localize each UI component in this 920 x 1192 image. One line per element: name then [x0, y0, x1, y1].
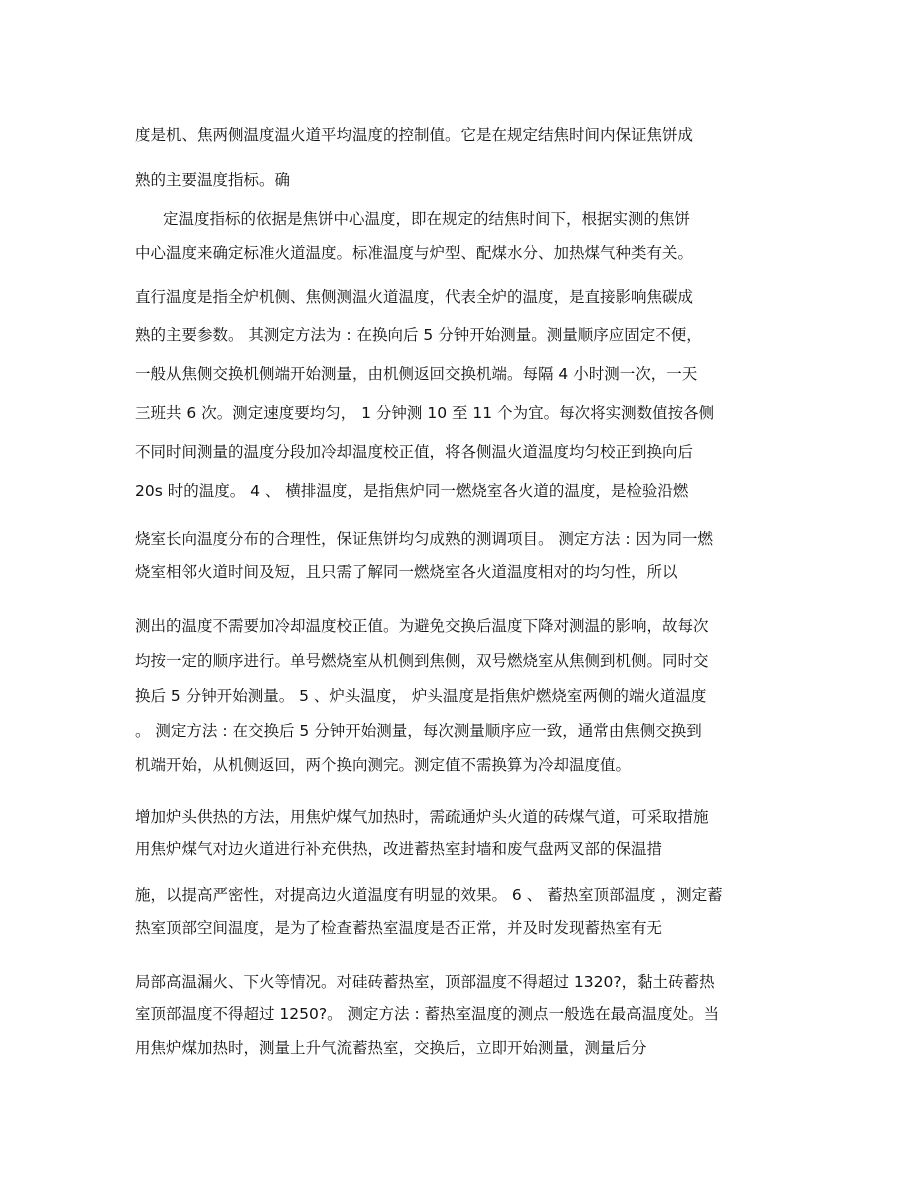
text-line: 烧室长向温度分布的合理性，保证焦饼均匀成熟的测调项目。 测定方法 : 因为同一燃 [135, 530, 714, 548]
text-line: 熟的主要温度指标。确 [135, 171, 291, 189]
text-line: 局部高温漏火、下火等情况。对硅砖蓄热室，顶部温度不得超过 1320?，黏土砖蓄热 [135, 973, 715, 991]
text-line: 用焦炉煤加热时，测量上升气流蓄热室，交换后，立即开始测量，测量后分 [135, 1039, 647, 1057]
text-line: 不同时间测量的温度分段加冷却温度校正值，将各侧温火道温度均匀校正到换向后 [135, 443, 694, 461]
text-line: 一般从焦侧交换机侧端开始测量，由机侧返回交换机端。每隔 4 小时测一次，一天 [135, 365, 698, 383]
text-line: 中心温度来确定标准火道温度。标准温度与炉型、配煤水分、加热煤气种类有关。 [135, 244, 694, 262]
text-line: 换后 5 分钟开始测量。 5 、炉头温度， 炉头温度是指焦炉燃烧室两侧的端火道温度 [135, 687, 707, 705]
text-line: 三班共 6 次。测定速度要均匀， 1 分钟测 10 至 11 个为宜。每次将实测数值按各侧 [135, 404, 715, 422]
text-line: 度是机、焦两侧温度温火道平均温度的控制值。它是在规定结焦时间内保证焦饼成 [135, 126, 694, 144]
text-line: 室顶部温度不得超过 1250?。 测定方法 : 蓄热室温度的测点一般选在最高温度处。当 [135, 1005, 720, 1023]
text-line: 直行温度是指全炉机侧、焦侧测温火道温度，代表全炉的温度，是直接影响焦碳成 [135, 288, 694, 306]
text-line: 定温度指标的依据是焦饼中心温度，即在规定的结焦时间下，根据实测的焦饼 [163, 210, 691, 228]
text-line: 热室顶部空间温度，是为了检查蓄热室温度是否正常，并及时发现蓄热室有无 [135, 919, 663, 937]
text-line: 机端开始，从机侧返回，两个换向测完。测定值不需换算为冷却温度值。 [135, 756, 632, 774]
text-line: 施，以提高严密性，对提高边火道温度有明显的效果。 6 、 蓄热室顶部温度 ，测定蓄 [135, 886, 723, 904]
text-line: 烧室相邻火道时间及短，且只需了解同一燃烧室各火道温度相对的均匀性，所以 [135, 563, 678, 581]
text-line: 熟的主要参数。 其测定方法为 : 在换向后 5 分钟开始测量。测量顺序应固定不便， [135, 326, 702, 344]
text-line: 用焦炉煤气对边火道进行补充供热，改进蓄热室封墙和废气盘两叉部的保温措 [135, 840, 663, 858]
text-line: 20s 时的温度。 4 、 横排温度，是指焦炉同一燃烧室各火道的温度，是检验沿燃 [135, 482, 689, 500]
text-line: 均按一定的顺序进行。单号燃烧室从机侧到焦侧，双号燃烧室从焦侧到机侧。同时交 [135, 652, 709, 670]
text-line: 增加炉头供热的方法，用焦炉煤气加热时，需疏通炉头火道的砖煤气道，可采取措施 [135, 808, 709, 826]
text-line: 。 测定方法 : 在交换后 5 分钟开始测量，每次测量顺序应一致，通常由焦侧交换到 [135, 722, 702, 740]
text-line: 测出的温度不需要加冷却温度校正值。为避免交换后温度下降对测温的影响，故每次 [135, 617, 709, 635]
